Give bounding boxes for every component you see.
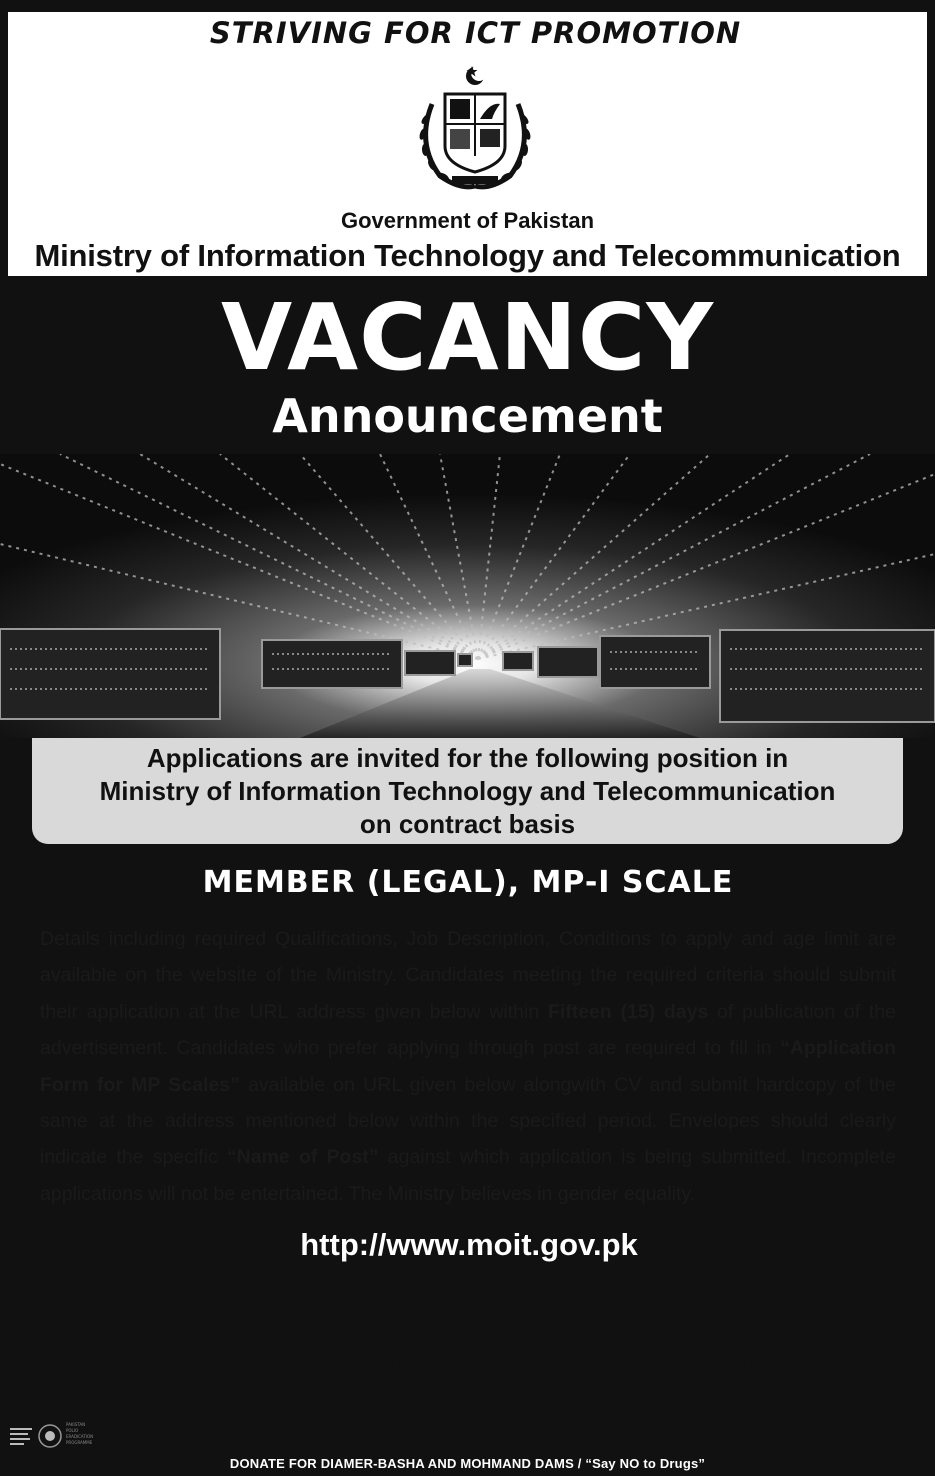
details-part-3: available on URL given below alongwith CV and submit hardcopy of the same at the address mentioned below within the specified period. Envelopes should clearly indicate the specific [40, 1073, 897, 1169]
contact-designation: Section Officer (Admn) [342, 1316, 593, 1342]
digital-tunnel-image [0, 454, 935, 738]
polio-programme-logo-icon [6, 1418, 96, 1454]
details-part-4: against which application is being submitted. Incomplete applications will not be entertained. The Ministry believes in gender equality. [40, 1146, 896, 1205]
state-emblem-icon [410, 64, 540, 194]
details-part-2: of publication of the advertisement. Candidates who prefer applying through post are required to fill in [40, 1000, 896, 1060]
polio-logo-line-4: PROGRAMME [66, 1440, 93, 1445]
contact-phone: Tele: 051-9210228, 9209785 [312, 1419, 623, 1446]
vacancy-title: VACANCY [220, 284, 714, 391]
ministry-name: Ministry of Information Technology and Telecommunication [34, 238, 901, 273]
contact-name: (Atif Rashid Khattak) [333, 1279, 601, 1309]
position-title: MEMBER (LEGAL), MP-I SCALE [191, 854, 745, 912]
details-paragraph [40, 921, 896, 1212]
application-form-name: “Application Form for MP Scales” [40, 1037, 896, 1096]
footer-message: DONATE FOR DIAMER-BASHA AND MOHMAND DAMS / “Say NO to Drugs” [0, 1452, 935, 1476]
polio-logo-line-3: ERADICATION [66, 1434, 94, 1439]
polio-logo-line-1: PAKISTAN [66, 1422, 86, 1427]
contact-ministry: Ministry of Information Technology and Telecommunication [71, 1349, 864, 1380]
slogan: STRIVING FOR ICT PROMOTION [168, 12, 783, 58]
invitation-text [32, 742, 903, 841]
deadline-text: Fifteen (15) days [547, 1000, 709, 1023]
website-url[interactable]: http://www.moit.gov.pk [42, 1220, 896, 1270]
invitation-line-2: Ministry of Information Technology and Telecommunication [99, 776, 836, 806]
pid-code [908, 1358, 932, 1450]
announcement-subtitle: Announcement [272, 389, 663, 443]
details-part-1: Details including required Qualifications, Job Description, Conditions to apply and age limit are available on the website of the Ministry. Candidates meeting the required criteria should submit their application at the URL address given below within [40, 928, 896, 1023]
pid-code-text: PID(I)3037/19 [913, 1367, 928, 1448]
polio-logo-line-2: POLIO [66, 1428, 79, 1433]
government-name: Government of Pakistan [340, 208, 595, 233]
contact-address: 7th Floor, Kohsar Block, Pak Secretariat, Islamabad [174, 1386, 761, 1413]
name-of-post-label: “Name of Post” [226, 1146, 379, 1169]
invitation-line-1: Applications are invited for the following position in [146, 743, 789, 773]
header-panel [8, 12, 927, 276]
invitation-line-3: on contract basis [359, 809, 576, 839]
